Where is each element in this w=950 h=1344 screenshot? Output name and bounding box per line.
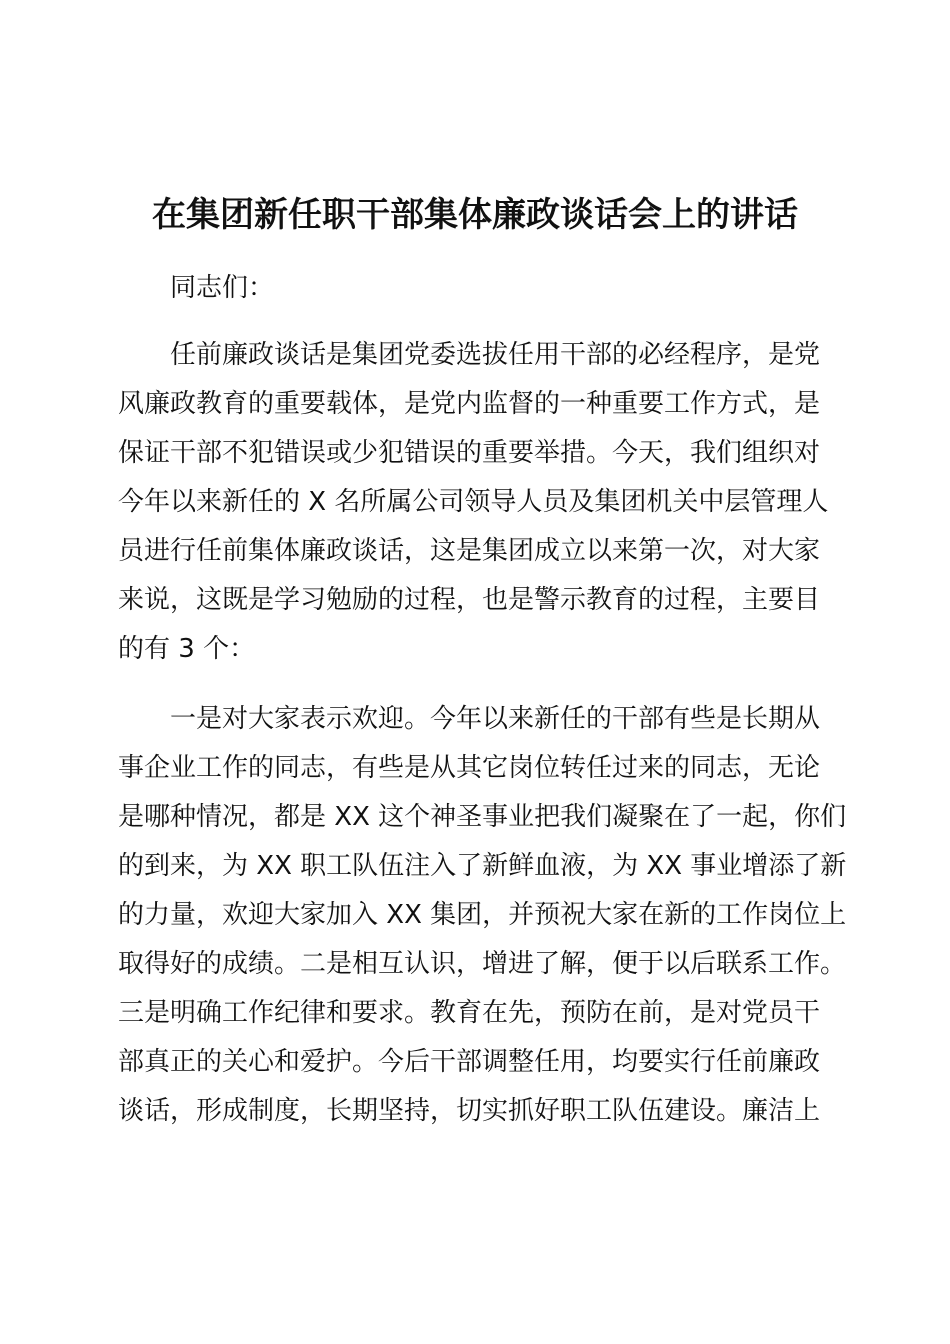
paragraph-line: 一是对大家表示欢迎。今年以来新任的干部有些是长期从 <box>170 704 821 734</box>
paragraph-line: 保证干部不犯错误或少犯错误的重要举措。今天，我们组织对 <box>118 438 821 468</box>
paragraph-line: 事企业工作的同志，有些是从其它岗位转任过来的同志，无论 <box>118 753 821 783</box>
paragraph-line: 的到来，为 XX 职工队伍注入了新鲜血液，为 XX 事业增添了新 <box>118 851 847 881</box>
paragraph-line: 任前廉政谈话是集团党委选拔任用干部的必经程序，是党 <box>170 340 821 370</box>
paragraph-line: 部真正的关心和爱护。今后干部调整任用，均要实行任前廉政 <box>118 1047 821 1077</box>
paragraph-line: 员进行任前集体廉政谈话，这是集团成立以来第一次，对大家 <box>118 536 821 566</box>
paragraph-line: 三是明确工作纪律和要求。教育在先，预防在前，是对党员干 <box>118 998 821 1028</box>
document-title: 在集团新任职干部集体廉政谈话会上的讲话 <box>152 195 798 235</box>
paragraph-line: 谈话，形成制度，长期坚持，切实抓好职工队伍建设。廉洁上 <box>118 1096 821 1126</box>
paragraph-line: 风廉政教育的重要载体，是党内监督的一种重要工作方式，是 <box>118 389 821 419</box>
paragraph-line: 的力量，欢迎大家加入 XX 集团，并预祝大家在新的工作岗位上 <box>118 900 847 930</box>
paragraph-line: 取得好的成绩。二是相互认识，增进了解，便于以后联系工作。 <box>118 949 847 979</box>
paragraph-line: 来说，这既是学习勉励的过程，也是警示教育的过程，主要目 <box>118 585 821 615</box>
paragraph-line: 是哪种情况，都是 XX 这个神圣事业把我们凝聚在了一起，你们 <box>118 802 847 832</box>
paragraph-line: 的有 3 个： <box>118 634 256 664</box>
paragraph-line: 今年以来新任的 X 名所属公司领导人员及集团机关中层管理人 <box>118 487 829 517</box>
salutation: 同志们： <box>170 273 275 303</box>
